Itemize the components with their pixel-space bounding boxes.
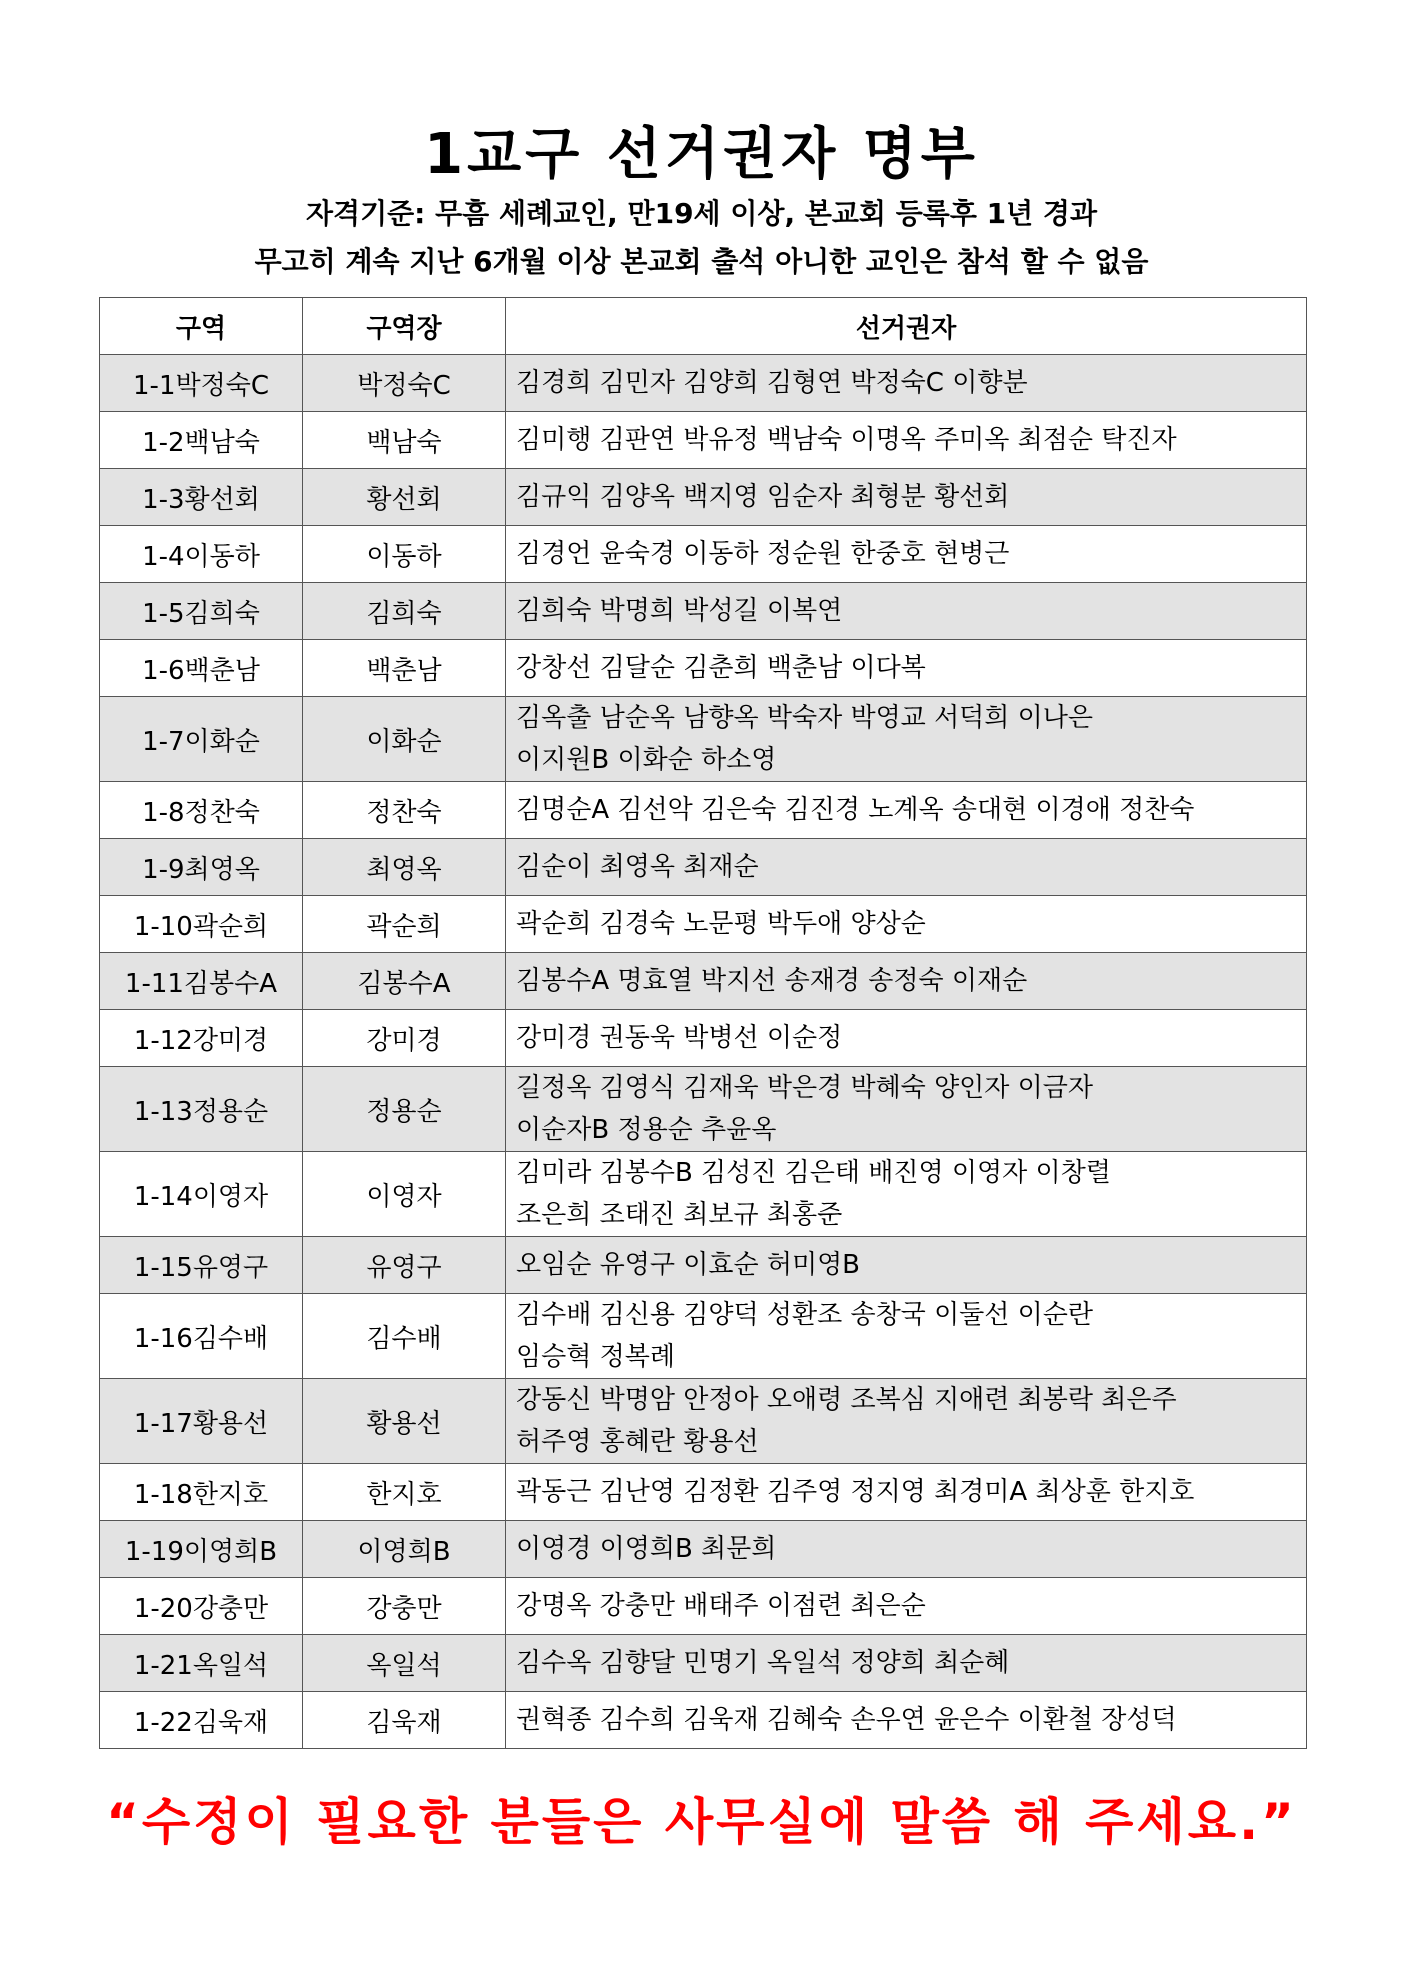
leader-cell: 이화순 — [303, 697, 506, 782]
voters-line: 강명옥 강충만 배태주 이점련 최은순 — [516, 1591, 926, 1621]
district-cell: 1-17황용선 — [100, 1379, 303, 1464]
eligibility-criteria: 자격기준: 무흠 세례교인, 만19세 이상, 본교회 등록후 1년 경과 — [305, 197, 1097, 230]
district-cell: 1-15유영구 — [100, 1237, 303, 1294]
leader-cell: 백춘남 — [303, 640, 506, 697]
column-header-voters: 선거권자 — [506, 298, 1307, 355]
table-row — [100, 1635, 1307, 1692]
leader-cell: 김희숙 — [303, 583, 506, 640]
voters-line: 강창선 김달순 김춘희 백춘남 이다복 — [516, 653, 926, 683]
voters-cell — [506, 1692, 1307, 1749]
attendance-rule: 무고히 계속 지난 6개월 이상 본교회 출석 아니한 교인은 참석 할 수 없음 — [254, 245, 1149, 278]
voters-cell — [506, 782, 1307, 839]
voters-line: 김순이 최영옥 최재순 — [516, 852, 759, 882]
district-cell: 1-8정찬숙 — [100, 782, 303, 839]
district-cell: 1-21옥일석 — [100, 1635, 303, 1692]
table-row — [100, 1692, 1307, 1749]
district-cell: 1-11김봉수A — [100, 953, 303, 1010]
leader-cell: 최영옥 — [303, 839, 506, 896]
voters-line: 곽동근 김난영 김정환 김주영 정지영 최경미A 최상훈 한지호 — [516, 1477, 1195, 1507]
leader-cell: 김욱재 — [303, 1692, 506, 1749]
voters-line: 조은희 조태진 최보규 최홍준 — [516, 1200, 843, 1230]
voters-line: 김수옥 김향달 민명기 옥일석 정양희 최순혜 — [516, 1648, 1010, 1678]
column-header-district: 구역 — [100, 298, 303, 355]
voters-cell — [506, 839, 1307, 896]
voters-cell — [506, 1635, 1307, 1692]
voters-cell — [506, 469, 1307, 526]
voters-line: 강동신 박명암 안정아 오애령 조복심 지애련 최봉락 최은주 — [516, 1385, 1177, 1415]
leader-cell: 황용선 — [303, 1379, 506, 1464]
voters-line: 길정옥 김영식 김재욱 박은경 박혜숙 양인자 이금자 — [516, 1073, 1094, 1103]
leader-cell: 강충만 — [303, 1578, 506, 1635]
voter-roster-table — [99, 297, 1307, 1749]
table-row — [100, 583, 1307, 640]
district-cell: 1-20강충만 — [100, 1578, 303, 1635]
leader-cell: 김수배 — [303, 1294, 506, 1379]
leader-cell: 박정숙C — [303, 355, 506, 412]
voters-cell — [506, 1379, 1307, 1464]
leader-cell: 김봉수A — [303, 953, 506, 1010]
district-cell: 1-7이화순 — [100, 697, 303, 782]
table-row — [100, 1237, 1307, 1294]
voters-cell — [506, 355, 1307, 412]
voters-line: 김미라 김봉수B 김성진 김은태 배진영 이영자 이창렬 — [516, 1158, 1111, 1188]
leader-cell: 이동하 — [303, 526, 506, 583]
voters-cell — [506, 896, 1307, 953]
voters-cell — [506, 953, 1307, 1010]
table-row — [100, 1152, 1307, 1237]
voters-cell — [506, 1237, 1307, 1294]
voters-line: 김옥출 남순옥 남향옥 박숙자 박영교 서덕희 이나은 — [516, 703, 1094, 733]
table-row — [100, 526, 1307, 583]
voters-line: 김희숙 박명희 박성길 이복연 — [516, 596, 843, 626]
district-cell: 1-2백남숙 — [100, 412, 303, 469]
voters-cell — [506, 1067, 1307, 1152]
voters-cell — [506, 1521, 1307, 1578]
district-cell: 1-3황선회 — [100, 469, 303, 526]
voters-cell — [506, 1010, 1307, 1067]
leader-cell: 한지호 — [303, 1464, 506, 1521]
voters-cell — [506, 526, 1307, 583]
roster-body — [100, 355, 1307, 1749]
leader-cell: 곽순희 — [303, 896, 506, 953]
leader-cell: 유영구 — [303, 1237, 506, 1294]
voters-line: 강미경 권동욱 박병선 이순정 — [516, 1023, 843, 1053]
voters-cell — [506, 1464, 1307, 1521]
table-row — [100, 896, 1307, 953]
district-cell: 1-1박정숙C — [100, 355, 303, 412]
table-row — [100, 469, 1307, 526]
leader-cell: 이영희B — [303, 1521, 506, 1578]
voters-line: 이영경 이영희B 최문희 — [516, 1534, 777, 1564]
district-cell: 1-22김욱재 — [100, 1692, 303, 1749]
table-header-row — [100, 298, 1307, 355]
leader-cell: 이영자 — [303, 1152, 506, 1237]
table-row — [100, 640, 1307, 697]
table-row — [100, 1294, 1307, 1379]
district-cell: 1-5김희숙 — [100, 583, 303, 640]
voters-line: 곽순희 김경숙 노문평 박두애 양상순 — [516, 909, 926, 939]
leader-cell: 정용순 — [303, 1067, 506, 1152]
voters-cell — [506, 412, 1307, 469]
leader-cell: 정찬숙 — [303, 782, 506, 839]
table-row — [100, 355, 1307, 412]
voters-line: 김규익 김양옥 백지영 임순자 최형분 황선회 — [516, 482, 1010, 512]
voters-line: 김명순A 김선악 김은숙 김진경 노계옥 송대현 이경애 정찬숙 — [516, 795, 1195, 825]
district-cell: 1-14이영자 — [100, 1152, 303, 1237]
column-header-leader: 구역장 — [303, 298, 506, 355]
page-title: 1교구 선거권자 명부 — [424, 122, 979, 187]
district-cell: 1-12강미경 — [100, 1010, 303, 1067]
voters-line: 이지원B 이화순 하소영 — [516, 745, 777, 775]
table-row — [100, 839, 1307, 896]
district-cell: 1-18한지호 — [100, 1464, 303, 1521]
leader-cell: 백남숙 — [303, 412, 506, 469]
table-row — [100, 1578, 1307, 1635]
leader-cell: 옥일석 — [303, 1635, 506, 1692]
correction-notice: “수정이 필요한 분들은 사무실에 말씀 해 주세요.” — [106, 1793, 1297, 1851]
voters-cell — [506, 1578, 1307, 1635]
table-row — [100, 1067, 1307, 1152]
table-row — [100, 412, 1307, 469]
table-row — [100, 782, 1307, 839]
voters-line: 오임순 유영구 이효순 허미영B — [516, 1250, 861, 1280]
table-row — [100, 1464, 1307, 1521]
voters-line: 김경희 김민자 김양희 김형연 박정숙C 이향분 — [516, 368, 1028, 398]
district-cell: 1-9최영옥 — [100, 839, 303, 896]
voters-cell — [506, 697, 1307, 782]
voters-line: 허주영 홍혜란 황용선 — [516, 1427, 759, 1457]
table-row — [100, 697, 1307, 782]
district-cell: 1-6백춘남 — [100, 640, 303, 697]
district-cell: 1-4이동하 — [100, 526, 303, 583]
voters-line: 임승혁 정복례 — [516, 1342, 675, 1372]
voters-line: 김미행 김판연 박유정 백남숙 이명옥 주미옥 최점순 탁진자 — [516, 425, 1177, 455]
voters-line: 김수배 김신용 김양덕 성환조 송창국 이둘선 이순란 — [516, 1300, 1094, 1330]
voters-line: 이순자B 정용순 추윤옥 — [516, 1115, 777, 1145]
district-cell: 1-13정용순 — [100, 1067, 303, 1152]
table-row — [100, 953, 1307, 1010]
voters-cell — [506, 1294, 1307, 1379]
voters-cell — [506, 1152, 1307, 1237]
leader-cell: 황선회 — [303, 469, 506, 526]
voters-cell — [506, 640, 1307, 697]
table-row — [100, 1521, 1307, 1578]
voters-line: 권혁종 김수희 김욱재 김혜숙 손우연 윤은수 이환철 장성덕 — [516, 1705, 1177, 1735]
district-cell: 1-16김수배 — [100, 1294, 303, 1379]
table-row — [100, 1010, 1307, 1067]
voters-line: 김봉수A 명효열 박지선 송재경 송정숙 이재순 — [516, 966, 1028, 996]
voters-line: 김경언 윤숙경 이동하 정순원 한중호 현병근 — [516, 539, 1010, 569]
leader-cell: 강미경 — [303, 1010, 506, 1067]
voters-cell — [506, 583, 1307, 640]
district-cell: 1-19이영희B — [100, 1521, 303, 1578]
table-row — [100, 1379, 1307, 1464]
district-cell: 1-10곽순희 — [100, 896, 303, 953]
